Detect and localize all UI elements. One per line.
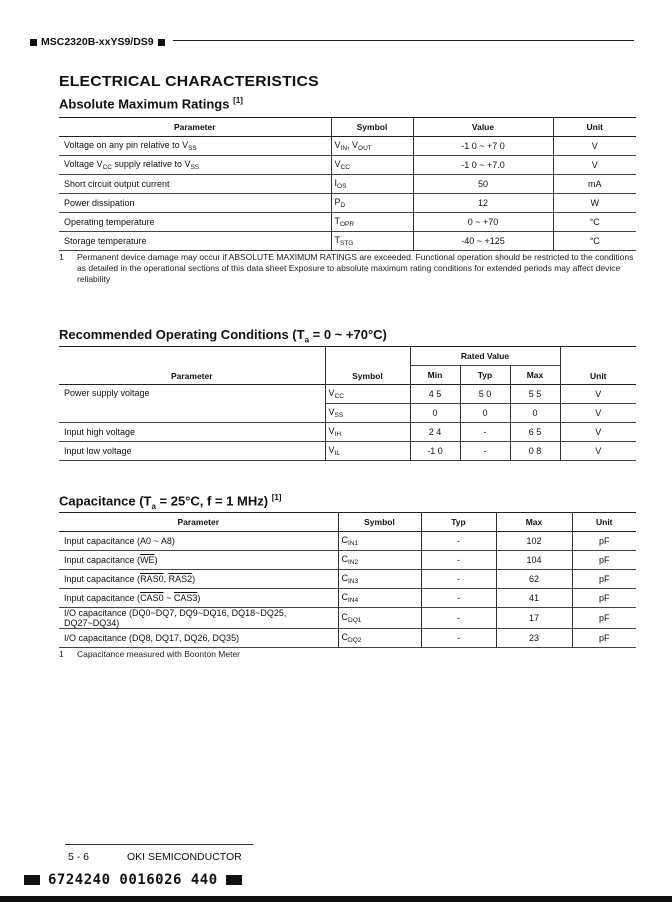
unit-cell: pF (572, 532, 636, 551)
block-mark-icon (24, 875, 40, 885)
unit-cell: V (560, 423, 636, 442)
unit-cell: °C (553, 232, 636, 251)
page-number: 5 - 6 (68, 851, 90, 863)
table-row (59, 194, 636, 213)
typ-cell: - (421, 570, 496, 589)
value-cell: 0 ~ +70 (413, 213, 553, 232)
col-header-unit: Unit (572, 513, 636, 532)
param-cell: Storage temperature (64, 236, 147, 246)
col-header-symbol: Symbol (338, 513, 421, 532)
abs-max-footnote (59, 252, 637, 285)
rec-op-table (59, 346, 636, 461)
symbol-cell: $V_{CC}$ (331, 156, 413, 175)
unit-cell: °C (553, 213, 636, 232)
param-cell: Input capacitance (CAS0 ~ CAS3) (64, 593, 201, 603)
symbol-cell: $P_D$ (331, 194, 413, 213)
abs-max-heading (59, 96, 243, 111)
footnote-ref: [1] (233, 96, 243, 105)
rec-op-heading: Recommended Operating Conditions ($T_a = 0$ ~ +70°C) (59, 327, 387, 345)
symbol-cell: $C_{IN1}$ (338, 532, 421, 551)
max-cell: 104 (496, 551, 572, 570)
col-header-typ: Typ (460, 366, 510, 385)
footnote-text: Capacitance measured with Boonton Meter (77, 649, 241, 659)
max-cell: 23 (496, 629, 572, 648)
symbol-cell: $V_{IN}$, $V_{OUT}$ (331, 137, 413, 156)
table-row (59, 137, 636, 156)
table-header-row (59, 513, 636, 532)
max-cell: 6 5 (510, 423, 560, 442)
symbol-cell: $V_{IL}$ (325, 442, 410, 461)
square-bullet-icon (158, 39, 165, 46)
min-cell: 0 (410, 404, 460, 423)
table-row (59, 423, 636, 442)
value-cell: -1 0 ~ +7 0 (413, 137, 553, 156)
col-header-rated-value: Rated Value (410, 347, 560, 366)
col-header-parameter: Parameter (170, 371, 213, 381)
table-row (59, 213, 636, 232)
param-cell: Input low voltage (64, 446, 132, 456)
page-footer (68, 851, 242, 863)
table-row (59, 175, 636, 194)
param-cell: Input capacitance (A0 ~ A8) (64, 536, 175, 546)
table-row (59, 442, 636, 461)
symbol-cell: $T_{STG}$ (331, 232, 413, 251)
barcode-text: 6724240 0016026 440 (48, 872, 218, 888)
footnote-number: 1 (59, 252, 64, 262)
typ-cell: - (421, 608, 496, 629)
capacitance-table (59, 512, 636, 648)
min-cell: -1 0 (410, 442, 460, 461)
max-cell: 41 (496, 589, 572, 608)
symbol-cell: $C_{IN2}$ (338, 551, 421, 570)
unit-cell: V (560, 442, 636, 461)
col-header-parameter: Parameter (177, 517, 220, 527)
unit-cell: W (553, 194, 636, 213)
col-header-typ: Typ (421, 513, 496, 532)
header-rule (173, 40, 634, 41)
col-header-unit: Unit (560, 347, 636, 385)
section-title: ELECTRICAL CHARACTERISTICS (59, 73, 319, 90)
max-cell: 5 5 (510, 385, 560, 404)
table-row (59, 608, 636, 629)
unit-cell: pF (572, 629, 636, 648)
table-row (59, 570, 636, 589)
block-mark-icon (226, 875, 242, 885)
typ-cell: 5 0 (460, 385, 510, 404)
col-header-symbol: Symbol (331, 118, 413, 137)
col-header-value: Value (413, 118, 553, 137)
max-cell: 0 8 (510, 442, 560, 461)
typ-cell: - (421, 589, 496, 608)
min-cell: 4 5 (410, 385, 460, 404)
value-cell: -40 ~ +125 (413, 232, 553, 251)
capacitance-footnote (59, 649, 637, 660)
max-cell: 0 (510, 404, 560, 423)
param-cell: I/O capacitance (DQ8, DQ17, DQ26, DQ35) (64, 633, 240, 643)
table-row (59, 589, 636, 608)
symbol-cell: $I_{OS}$ (331, 175, 413, 194)
running-header (30, 36, 634, 48)
typ-cell: 0 (460, 404, 510, 423)
running-title: MSC2320B-xxYS9/DS9 (41, 36, 154, 48)
param-cell: Input capacitance $(\overline{WE})$ (64, 555, 158, 565)
unit-cell: V (553, 137, 636, 156)
unit-cell: pF (572, 551, 636, 570)
table-row (59, 629, 636, 648)
footnote-number: 1 (59, 649, 64, 659)
max-cell: 17 (496, 608, 572, 629)
abs-max-table (59, 117, 636, 251)
table-row (59, 385, 636, 404)
footnote-text: Permanent device damage may occur if ABSOLUTE MAXIMUM RATINGS are exceeded. Functional operation should be restricted to the conditions as detailed in the operational sections of this data sheet Exposure to absolute maximum rating conditions for extended periods may affect device reliability (77, 252, 634, 284)
col-header-min: Min (410, 366, 460, 385)
unit-cell: V (553, 156, 636, 175)
col-header-unit: Unit (553, 118, 636, 137)
param-cell: Voltage $V_{CC}$ supply relative to $V_{SS}$ (64, 159, 200, 171)
value-cell: -1 0 ~ +7.0 (413, 156, 553, 175)
barcode-line (24, 872, 250, 888)
param-cell: Voltage on any pin relative to $V_{SS}$ (64, 140, 197, 152)
col-header-parameter: Parameter (173, 122, 216, 132)
square-bullet-icon (30, 39, 37, 46)
bottom-edge-bar (0, 896, 672, 902)
max-cell: 102 (496, 532, 572, 551)
table-row (59, 156, 636, 175)
footer-rule (65, 844, 253, 845)
col-header-max: Max (496, 513, 572, 532)
col-header-max: Max (510, 366, 560, 385)
param-cell: Short circuit output current (64, 179, 170, 189)
symbol-cell: $C_{IN3}$ (338, 570, 421, 589)
col-header-symbol: Symbol (325, 347, 410, 385)
max-cell: 62 (496, 570, 572, 589)
typ-cell: - (460, 442, 510, 461)
param-cell: Input high voltage (64, 427, 136, 437)
symbol-cell: $C_{DQ1}$ (338, 608, 421, 629)
value-cell: 12 (413, 194, 553, 213)
symbol-cell: $V_{CC}$ (325, 385, 410, 404)
symbol-cell: $V_{IH}$ (325, 423, 410, 442)
symbol-cell: $C_{IN4}$ (338, 589, 421, 608)
unit-cell: V (560, 385, 636, 404)
param-cell: I/O capacitance (DQ0~DQ7, DQ9~DQ16, DQ18~DQ25, DQ27~DQ34) (64, 608, 287, 628)
unit-cell: pF (572, 570, 636, 589)
typ-cell: - (421, 551, 496, 570)
typ-cell: - (421, 532, 496, 551)
table-row (59, 532, 636, 551)
table-header-row (59, 118, 636, 137)
symbol-cell: $T_{OPR}$ (331, 213, 413, 232)
param-cell: Power supply voltage (59, 385, 325, 423)
min-cell: 2 4 (410, 423, 460, 442)
table-row (59, 551, 636, 570)
footnote-ref: [1] (271, 493, 282, 502)
symbol-cell: $V_{SS}$ (325, 404, 410, 423)
table-header-row (59, 347, 636, 366)
symbol-cell: $C_{DQ2}$ (338, 629, 421, 648)
param-cell: Power dissipation (64, 198, 135, 208)
param-cell: Operating temperature (64, 217, 155, 227)
unit-cell: mA (553, 175, 636, 194)
capacitance-heading: Capacitance ($T_a = 25^\circ C$, f = 1 MHz) [1] (59, 493, 282, 511)
table-row (59, 232, 636, 251)
unit-cell: pF (572, 608, 636, 629)
unit-cell: V (560, 404, 636, 423)
typ-cell: - (421, 629, 496, 648)
company-name: OKI SEMICONDUCTOR (127, 851, 242, 863)
abs-max-heading-text: Absolute Maximum Ratings (59, 96, 230, 112)
value-cell: 50 (413, 175, 553, 194)
param-cell: Input capacitance (RAS0, RAS2) (64, 574, 196, 584)
unit-cell: pF (572, 589, 636, 608)
typ-cell: - (460, 423, 510, 442)
